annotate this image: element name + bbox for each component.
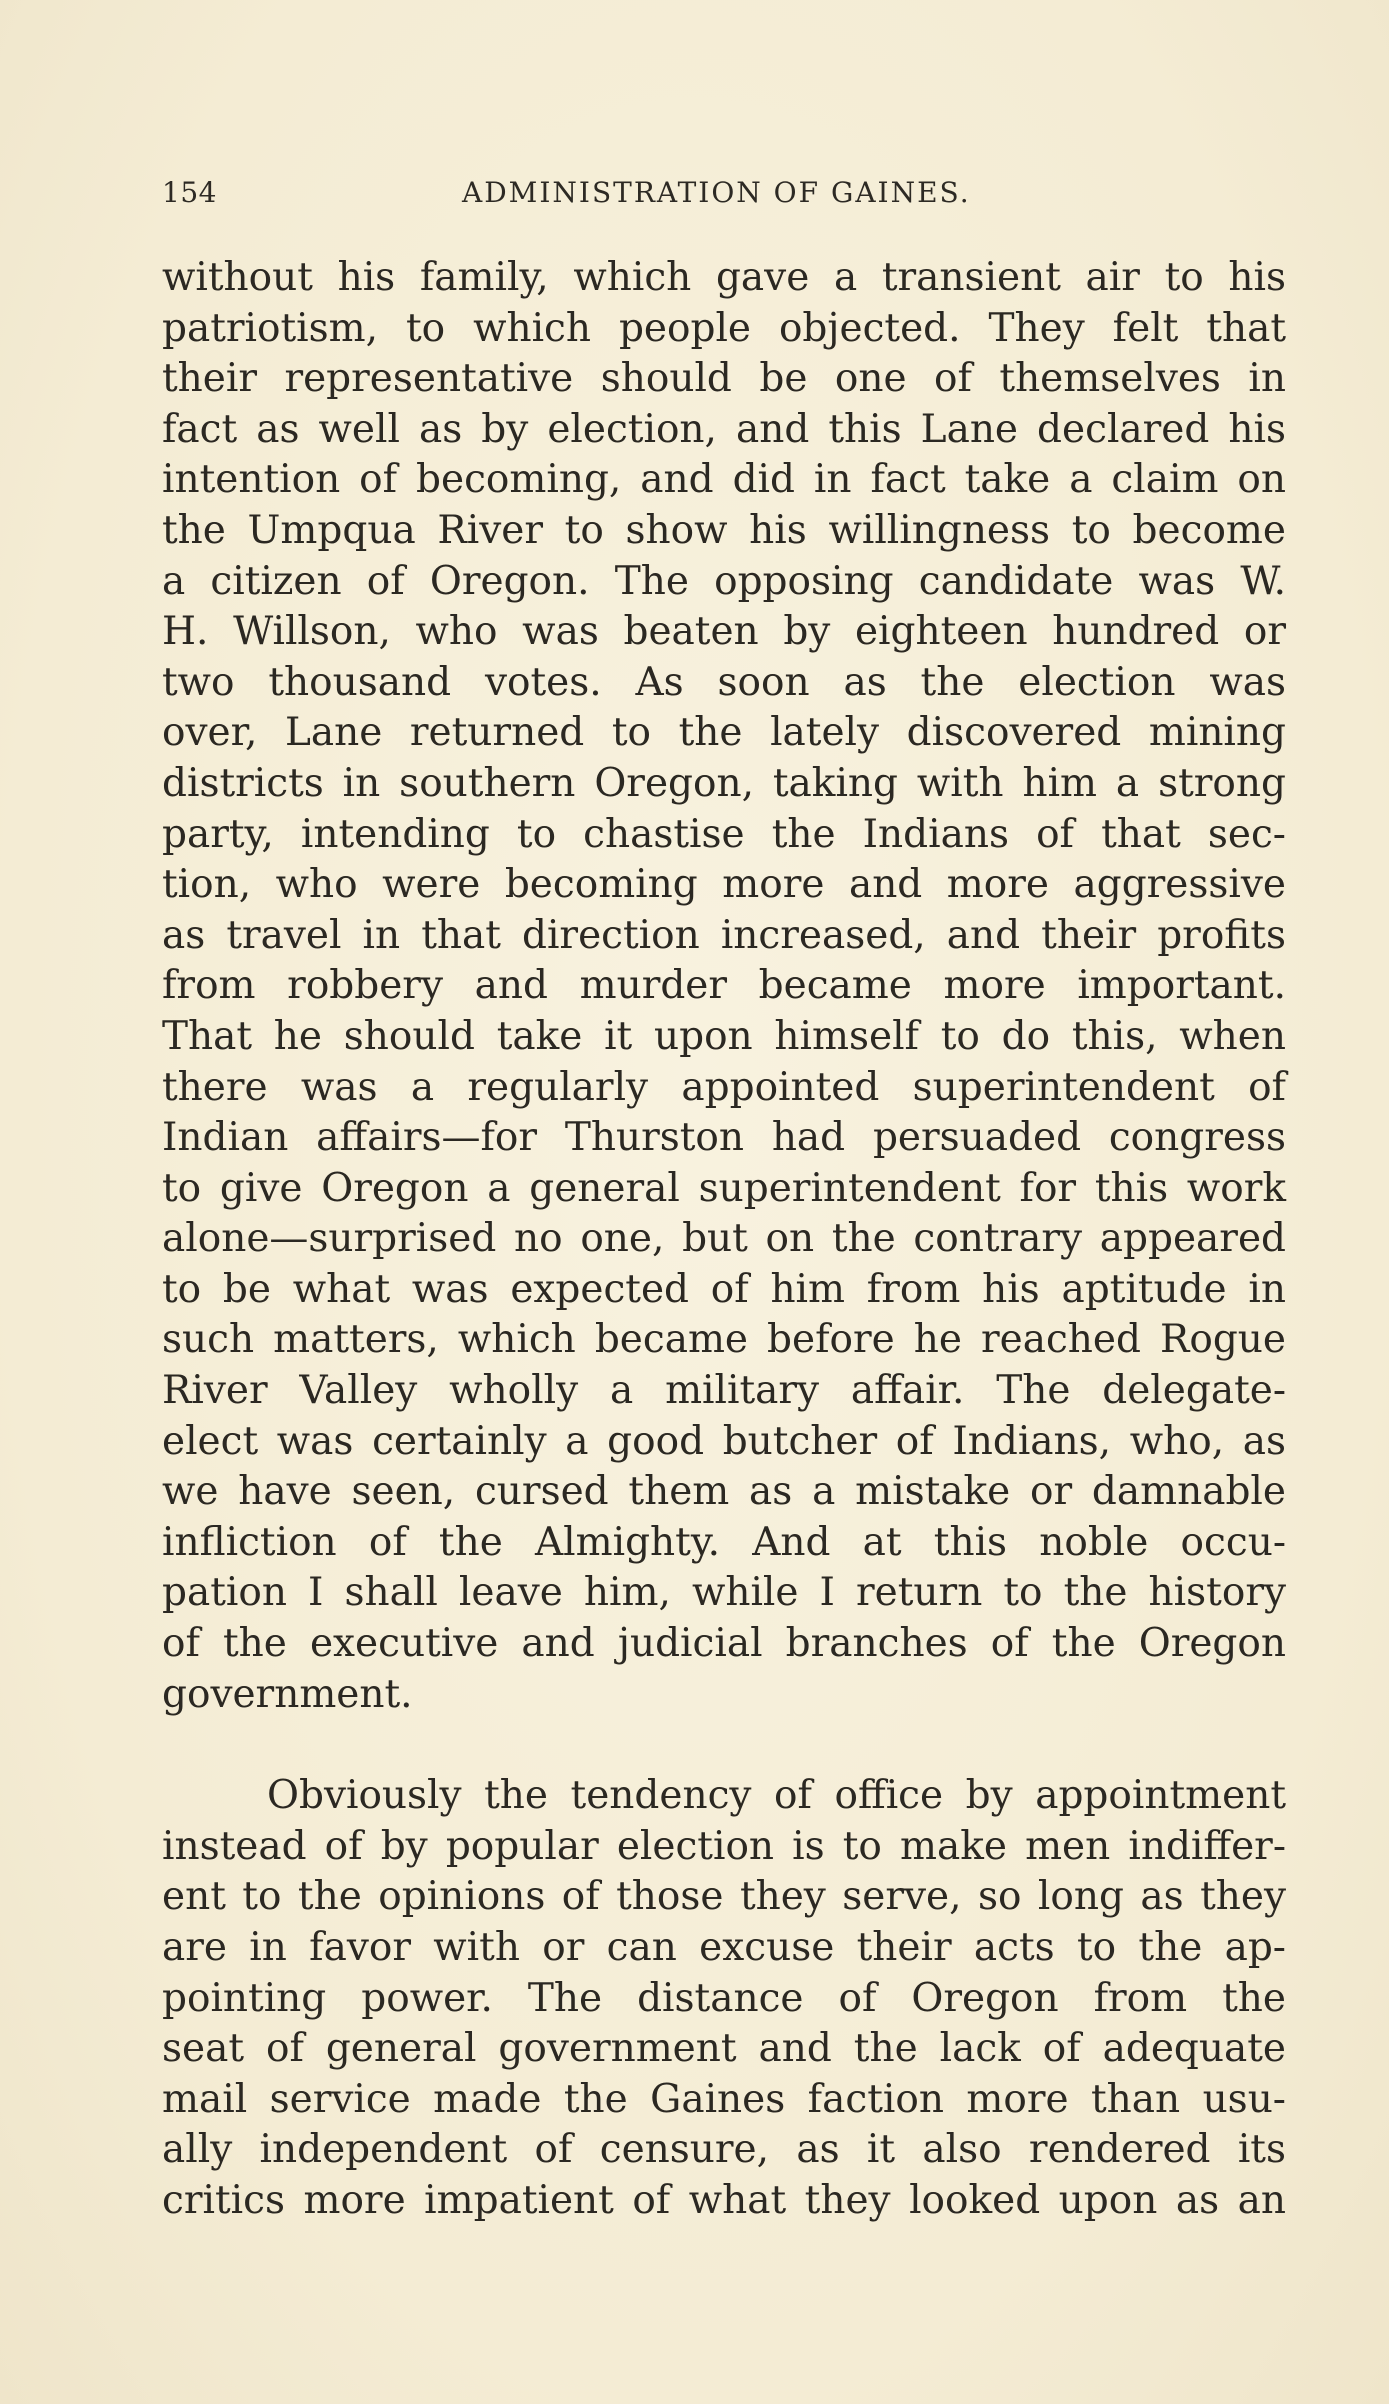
running-head <box>162 176 1286 224</box>
text-line: party, intending to chastise the Indians of that sec- <box>162 811 1286 857</box>
text-line: H. Willson, who was beaten by eighteen hundred or <box>162 609 1286 655</box>
text-line: pointing power. The distance of Oregon from the <box>162 1975 1286 2021</box>
text-line: without his family, which gave a transient air to his <box>162 255 1286 300</box>
text-line: Indian affairs—for Thurston had persuaded congress <box>162 1115 1286 1161</box>
text-line: instead of by popular election is to make men indiffer- <box>162 1823 1286 1869</box>
paragraph-gap <box>162 1720 1286 1771</box>
text-line: fact as well as by election, and this Lane declared his <box>162 406 1286 452</box>
text-line-content: Obviously the tendency of office by appointment <box>267 1773 1286 1819</box>
text-line: infliction of the Almighty. And at this noble occu- <box>162 1519 1286 1565</box>
text-line: a citizen of Oregon. The opposing candidate was W. <box>162 558 1286 604</box>
text-line: seat of general government and the lack of adequate <box>162 2026 1286 2072</box>
text-line: critics more impatient of what they looked upon as an <box>162 2177 1286 2223</box>
text-line: of the executive and judicial branches of the Oregon <box>162 1621 1286 1667</box>
text-line: elect was certainly a good butcher of Indians, who, as <box>162 1418 1286 1464</box>
text-line: ally independent of censure, as it also rendered its <box>162 2127 1286 2173</box>
text-line: their representative should be one of themselves in <box>162 356 1286 402</box>
text-line: two thousand votes. As soon as the election was <box>162 659 1286 705</box>
text-line: to be what was expected of him from his aptitude in <box>162 1266 1286 1312</box>
text-line: over, Lane returned to the lately discovered mining <box>162 710 1286 756</box>
text-line: tion, who were becoming more and more aggressive <box>162 862 1286 908</box>
text-line: alone—surprised no one, but on the contrary appeared <box>162 1216 1286 1262</box>
text-line: there was a regularly appointed superintendent of <box>162 1064 1286 1110</box>
text-line: to give Oregon a general superintendent for this work <box>162 1165 1286 1211</box>
text-line: districts in southern Oregon, taking with him a strong <box>162 760 1286 806</box>
paragraph <box>162 1771 1286 2226</box>
running-title: ADMINISTRATION OF GAINES. <box>462 176 971 209</box>
text-line: as travel in that direction increased, and their profits <box>162 912 1286 958</box>
text-line: such matters, which became before he reached Rogue <box>162 1317 1286 1363</box>
text-line: from robbery and murder became more important. <box>162 963 1286 1009</box>
body-text <box>162 253 1286 2227</box>
text-line: the Umpqua River to show his willingness to become <box>162 507 1286 553</box>
text-line: are in favor with or can excuse their acts to the ap- <box>162 1925 1286 1970</box>
text-line: That he should take it upon himself to do this, when <box>162 1013 1286 1059</box>
text-line: ent to the opinions of those they serve, so long as they <box>162 1874 1286 1920</box>
text-line: pation I shall leave him, while I return to the history <box>162 1570 1286 1616</box>
text-line: River Valley wholly a military affair. The delegate- <box>162 1368 1286 1414</box>
text-line: we have seen, cursed them as a mistake or damnable <box>162 1469 1286 1515</box>
text-line: government. <box>162 1671 413 1717</box>
text-line: intention of becoming, and did in fact take a claim on <box>162 457 1286 503</box>
page-number: 154 <box>162 176 217 209</box>
paragraph <box>162 253 1286 1720</box>
text-line: mail service made the Gaines faction more than usu- <box>162 2076 1286 2122</box>
text-line <box>162 1771 1286 1822</box>
text-line: patriotism, to which people objected. They felt that <box>162 305 1286 351</box>
